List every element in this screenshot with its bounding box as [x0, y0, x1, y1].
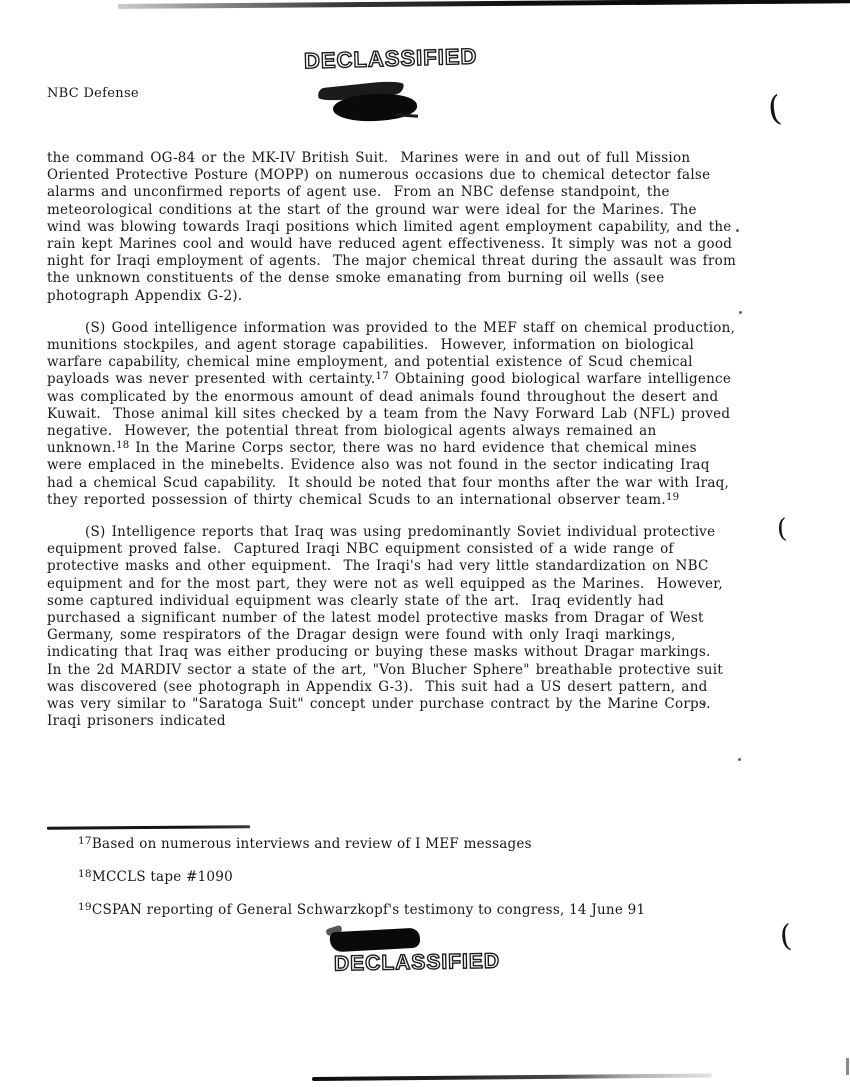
declassified-stamp-bottom: DECLASSIFIED [333, 949, 501, 976]
footnote-item: $^{18}$MCCLS tape #1090 [78, 868, 233, 885]
paragraph: the command OG-84 or the MK-IV British Suit. Marines were in and out of full Mission Oriented Protective Posture (MOPP) on numerous occasions due to chemical detector false alarms and unconfirmed reports of agent use. From an NBC defense standpoint, the meteorological conditions at the start of the ground war were ideal for the Marines. The wind was blowing towards Iraqi positions which limited agent employment capability, and the rain kept Marines cool and would have reduced agent effectiveness. It simply was not a good night for Iraqi employment of agents. The major chemical threat during the assault was from the unknown constituents of the dense smoke emanating from burning oil wells (see photograph Appendix G-2). [47, 150, 743, 304]
footnote-number: 17 [78, 835, 92, 847]
toner-speck [739, 311, 742, 314]
document-section-label: NBC Defense [47, 86, 139, 101]
scan-artifact-top-line [118, 0, 850, 9]
scan-artifact-bottom-line [312, 1074, 712, 1081]
redaction-mark-bottom [330, 928, 421, 953]
footnote-separator [47, 825, 250, 829]
scan-artifact-edge-tick [846, 1058, 849, 1075]
footnote-item: $^{17}$Based on numerous interviews and review of I MEF messages [78, 835, 532, 852]
document-body [47, 150, 743, 746]
paragraph: (S) Intelligence reports that Iraq was using predominantly Soviet individual protective equipment proved false. Captured Iraqi NBC equipment consisted of a wide range of protective masks and other equipment. The Iraqi's had very little standardization on NBC equipment and for the most part, they were not as well equipped as the Marines. However, some captured individual equipment was clearly state of the art. Iraq evidently had purchased a significant number of the latest model protective masks from Dragar of West Germany, some respirators of the Dragar design were found with only Iraqi markings, indicating that Iraq was either producing or buying these masks without Dragar markings. In the 2d MARDIV sector a state of the art, "Von Blucher Sphere" breathable protective suit was discovered (see photograph in Appendix G-3). This suit had a US desert pattern, and was very similar to "Saratoga Suit" concept under purchase contract by the Marine Corps. Iraqi prisoners indicated [47, 524, 730, 730]
footnote-ref: 18 [115, 439, 130, 452]
footnote-number: 19 [78, 901, 92, 913]
footnote-number: 18 [78, 868, 92, 880]
handwritten-paren-mark-3: ( [778, 918, 794, 955]
footnote-ref: 19 [665, 490, 680, 503]
footnote-item: $^{19}$CSPAN reporting of General Schwarzkopf's testimony to congress, 14 June 91 [78, 901, 646, 918]
handwritten-paren-mark-1: ( [765, 88, 784, 130]
declassified-stamp-top: DECLASSIFIED [303, 43, 478, 74]
footnote-list [78, 836, 718, 935]
toner-speck [738, 758, 741, 761]
paragraph: (S) Good intelligence information was provided to the MEF staff on chemical production, munitions stockpiles, and agent storage capabilities. However, information on biological warfare capability, chemical mine employment, and potential existence of Scud chemical payloads was never presented with certainty.$^{17}$ Obtaining good biological warfare intelligence was complicated by the enormous amount of dead animals found throughout the desert and Kuwait. Those animal kill sites checked by a team from the Navy Forward Lab (NFL) proved negative. However, the potential threat from biological agents always remained an unknown.$^{18}$ In the Marine Corps sector, there was no hard evidence that chemical mines were emplaced in the minebelts. Evidence also was not found in the sector indicating Iraq had a chemical Scud capability. It should be noted that four months after the war with Iraq, they reported possession of thirty chemical Scuds to an international observer team.$^{19}$ [47, 319, 742, 508]
handwritten-paren-mark-2: ( [776, 513, 788, 545]
footnote-ref: 17 [375, 370, 389, 383]
